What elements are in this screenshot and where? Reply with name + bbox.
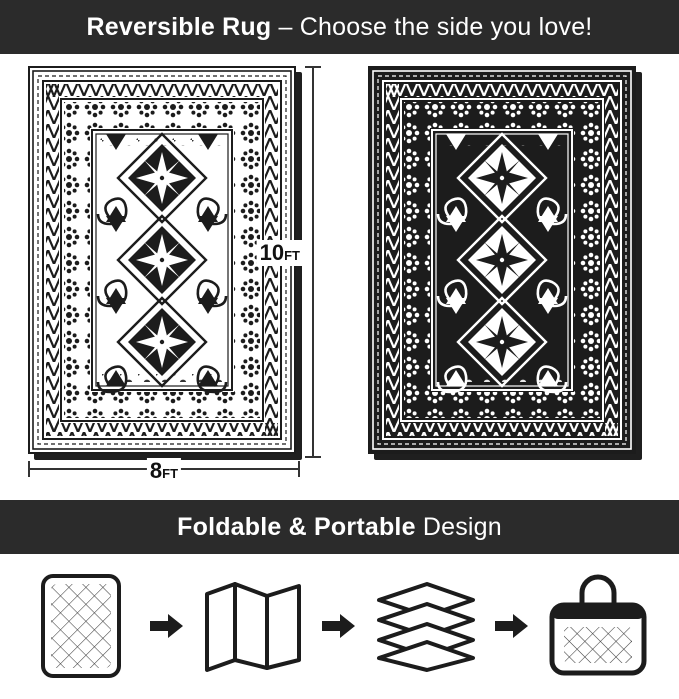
height-unit: FT xyxy=(284,248,300,263)
top-banner-light: – Choose the side you love! xyxy=(271,12,593,41)
middle-banner xyxy=(0,500,679,554)
arrow-right-icon-2 xyxy=(318,566,360,686)
rug-stacked-icon xyxy=(367,566,485,686)
carry-bag-icon xyxy=(539,566,657,686)
width-value: 8 xyxy=(149,458,163,483)
arrow-right-icon-3 xyxy=(491,566,533,686)
top-banner-bold: Reversible Rug xyxy=(86,12,272,41)
width-dimension-label xyxy=(147,458,181,484)
rug-folded-zigzag-icon xyxy=(194,566,312,686)
middle-banner-light: Design xyxy=(415,512,502,541)
rug-comparison-section xyxy=(0,54,679,494)
fold-steps-row xyxy=(22,562,657,690)
foldable-section xyxy=(0,554,679,699)
rug-right-container xyxy=(368,66,636,454)
height-value: 10 xyxy=(259,240,285,265)
middle-banner-text xyxy=(177,512,502,541)
height-dimension-label xyxy=(257,240,306,266)
top-banner xyxy=(0,0,679,54)
height-dimension-line xyxy=(312,66,314,458)
rug-right-pattern xyxy=(370,68,634,452)
width-unit: FT xyxy=(162,466,179,481)
arrow-right-icon-1 xyxy=(146,566,188,686)
middle-banner-bold: Foldable & Portable xyxy=(177,512,416,541)
rug-right xyxy=(368,66,636,454)
rug-left-pattern xyxy=(30,68,294,452)
top-banner-text xyxy=(86,12,593,41)
rug-flat-icon xyxy=(22,566,140,686)
